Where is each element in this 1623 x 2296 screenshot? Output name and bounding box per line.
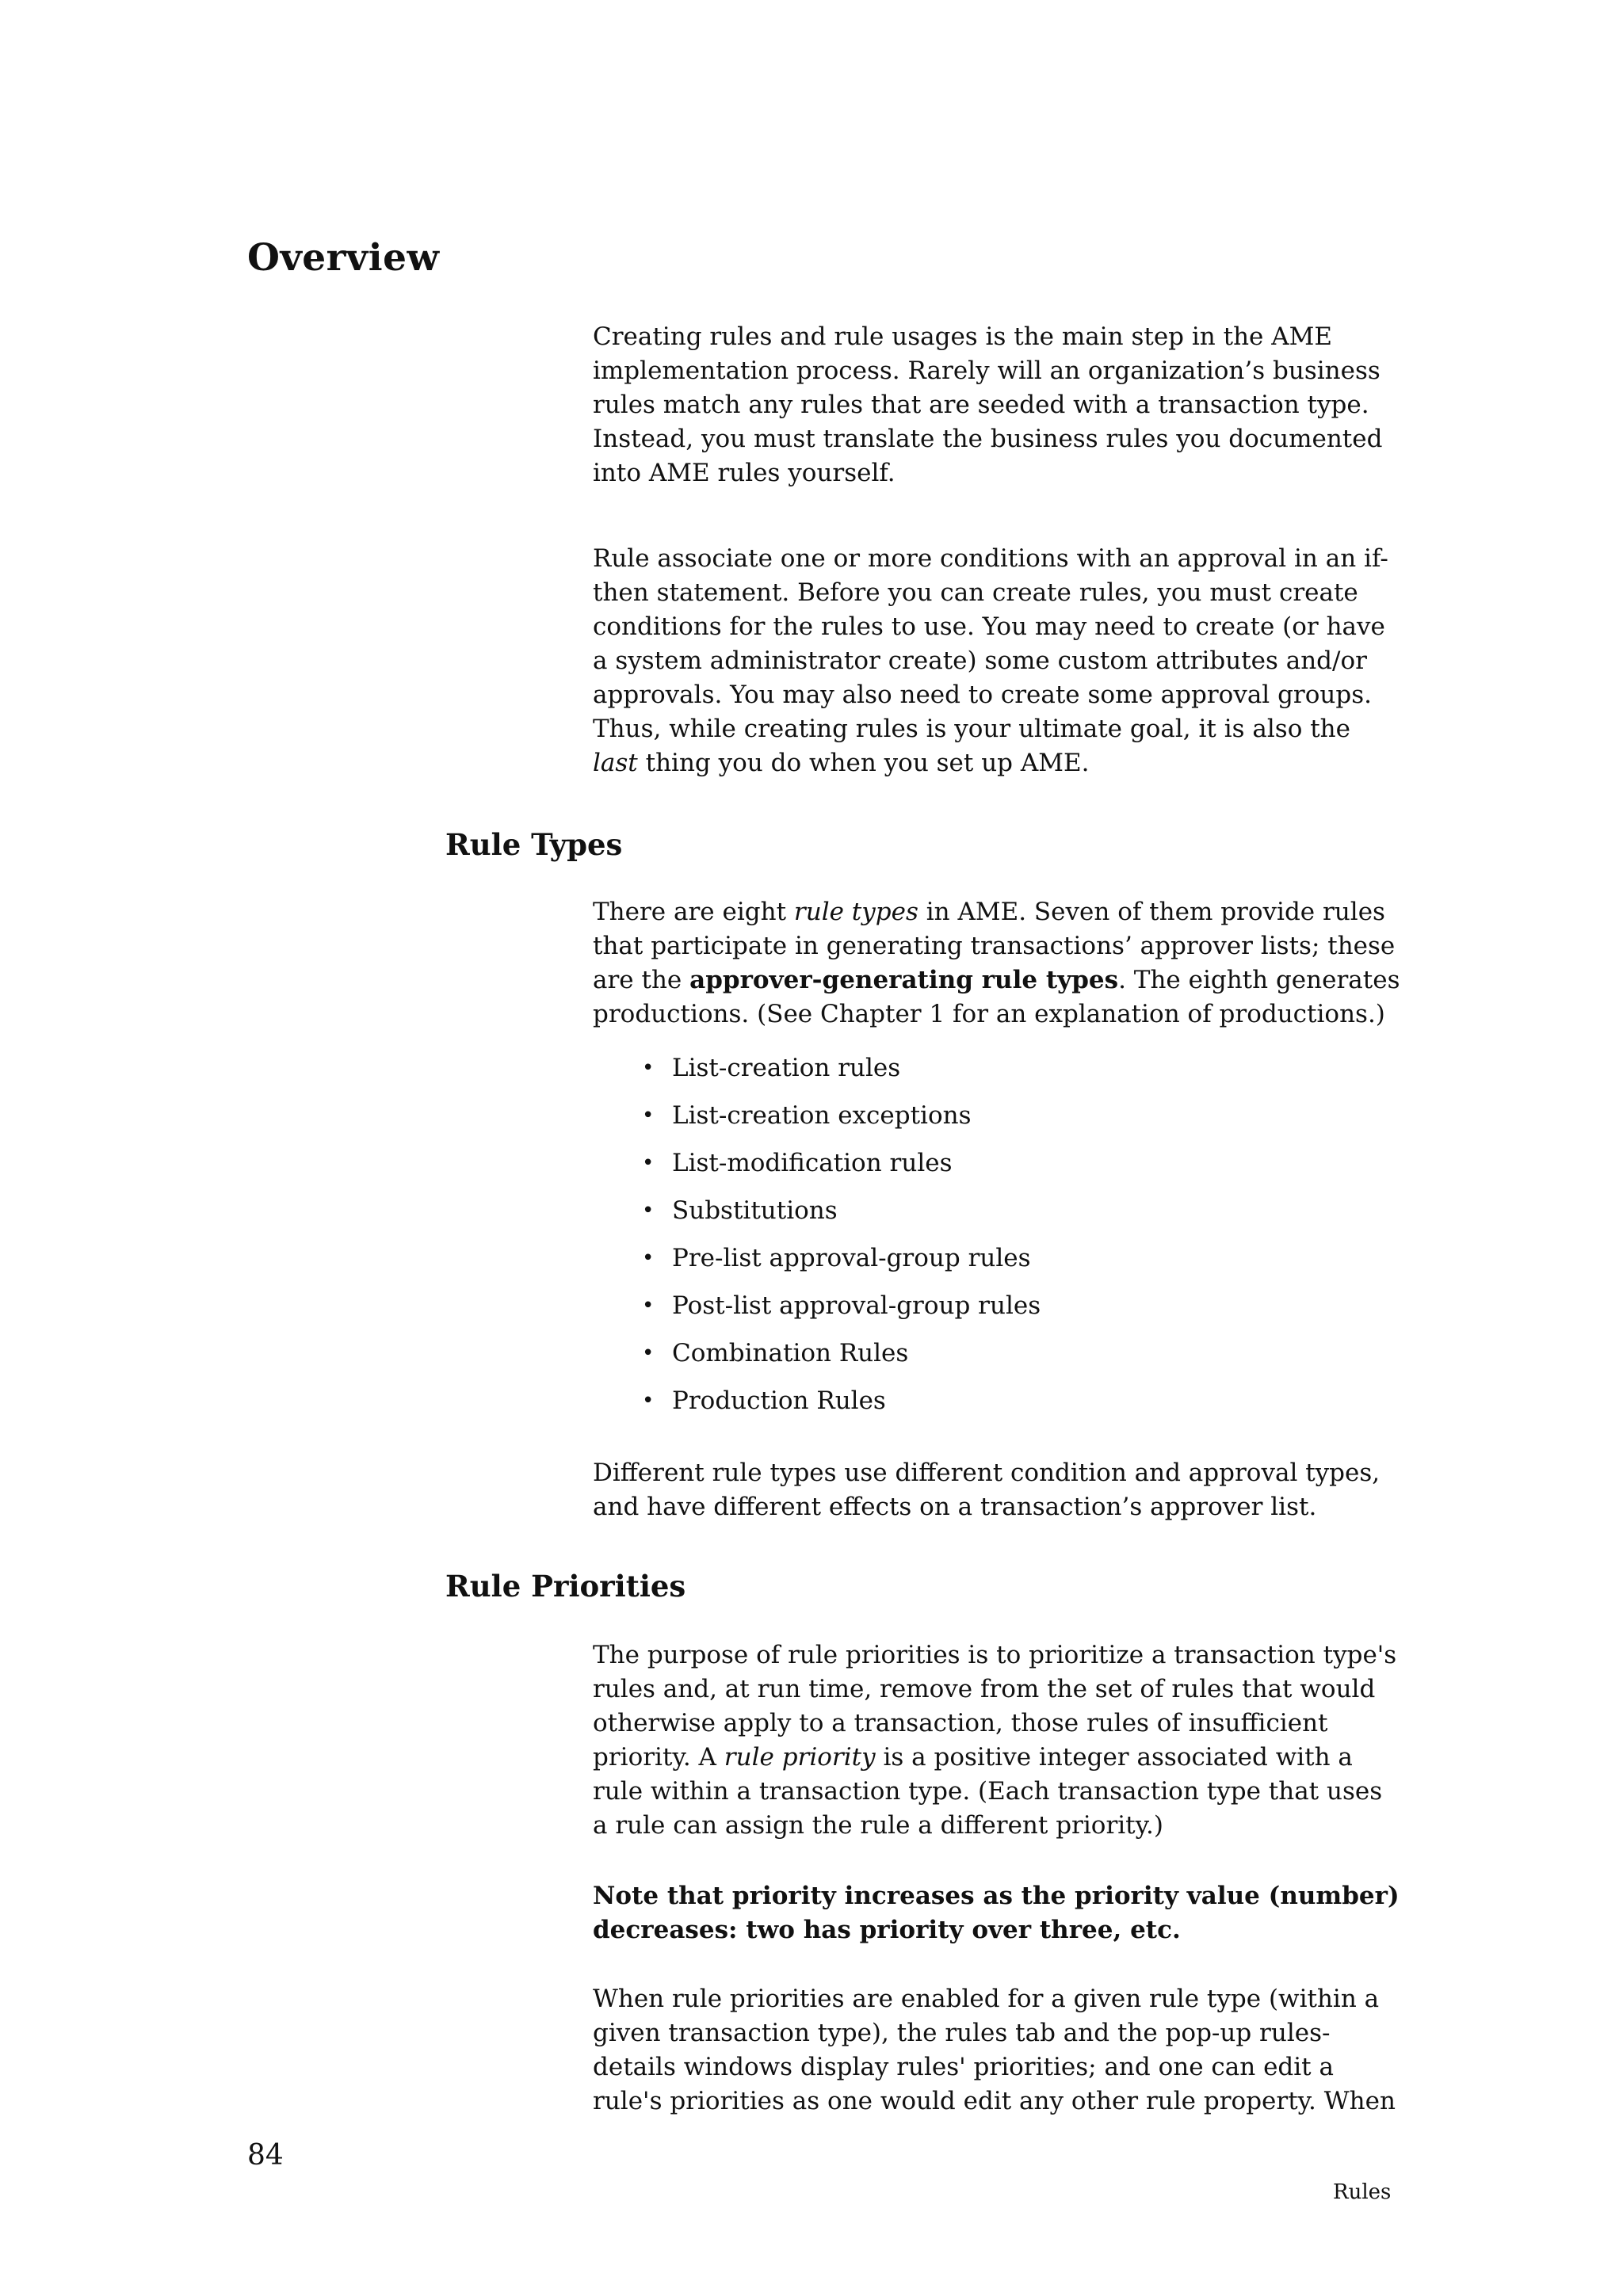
rule-types-list <box>642 1044 1041 1425</box>
list-item: • Production Rules <box>642 1377 1041 1425</box>
rule-types-closing-paragraph: Different rule types use different condition and approval types, and have different effects on a transaction’s approver list. <box>593 1459 1381 1521</box>
list-item: • Substitutions <box>642 1187 1041 1234</box>
list-item: • Post-list approval-group rules <box>642 1282 1041 1329</box>
rule-priorities-heading: Rule Priorities <box>445 1569 686 1604</box>
intro-paragraph-1: Creating rules and rule usages is the main step in the AME implementation process. Rarely will an organization’s business rules match any rules that are seeded with a transaction type. Instead, you must translate the business rules you documented into AME rules yourself. <box>593 322 1383 487</box>
page-number: 84 <box>247 2139 284 2172</box>
rule-types-paragraph: There are eight rule types in AME. Seven of them provide rules that participate in generating transactions’ approver lists; these are the approver-generating rule types. The eighth generates productions. (See Chapter 1 for an explanation of productions.) <box>593 898 1400 1028</box>
list-item: • Combination Rules <box>642 1329 1041 1377</box>
list-item: • List-creation exceptions <box>642 1092 1041 1139</box>
running-footer: Rules <box>1333 2180 1392 2204</box>
priority-note: Note that priority increases as the priority value (number) decreases: two has priority over three, etc. <box>593 1882 1400 1944</box>
list-item: • Pre-list approval-group rules <box>642 1234 1041 1282</box>
bullet-icon: • <box>642 1199 655 1222</box>
list-item: • List-modification rules <box>642 1139 1041 1187</box>
bullet-icon: • <box>642 1151 655 1175</box>
list-item: • List-creation rules <box>642 1044 1041 1092</box>
intro-paragraph-2: Rule associate one or more conditions with an approval in an if-then statement. Before you can create rules, you must create conditions for the rules to use. You may need to create (or have a system administrator create) some custom attributes and/or approvals. You may also need to create some approval groups. Thus, while creating rules is your ultimate goal, it is also the last thing you do when you set up AME. <box>593 544 1388 777</box>
bullet-icon: • <box>642 1389 655 1413</box>
bullet-icon: • <box>642 1246 655 1270</box>
rule-types-heading: Rule Types <box>445 827 623 862</box>
section-title: Overview <box>247 236 440 280</box>
bullet-icon: • <box>642 1341 655 1365</box>
bullet-icon: • <box>642 1294 655 1318</box>
rule-priorities-paragraph-3: When rule priorities are enabled for a given rule type (within a given transaction type), the rules tab and the pop-up rules-details windows display rules' priorities; and one can edit a rule's priorities as one would edit any other rule property. When <box>593 1985 1396 2115</box>
rule-priorities-paragraph: The purpose of rule priorities is to prioritize a transaction type's rules and, at run time, remove from the set of rules that would otherwise apply to a transaction, those rules of insufficient priority. A rule priority is a positive integer associated with a rule within a transaction type. (Each transaction type that uses a rule can assign the rule a different priority.) <box>593 1641 1397 1840</box>
bullet-icon: • <box>642 1056 655 1080</box>
bullet-icon: • <box>642 1104 655 1127</box>
